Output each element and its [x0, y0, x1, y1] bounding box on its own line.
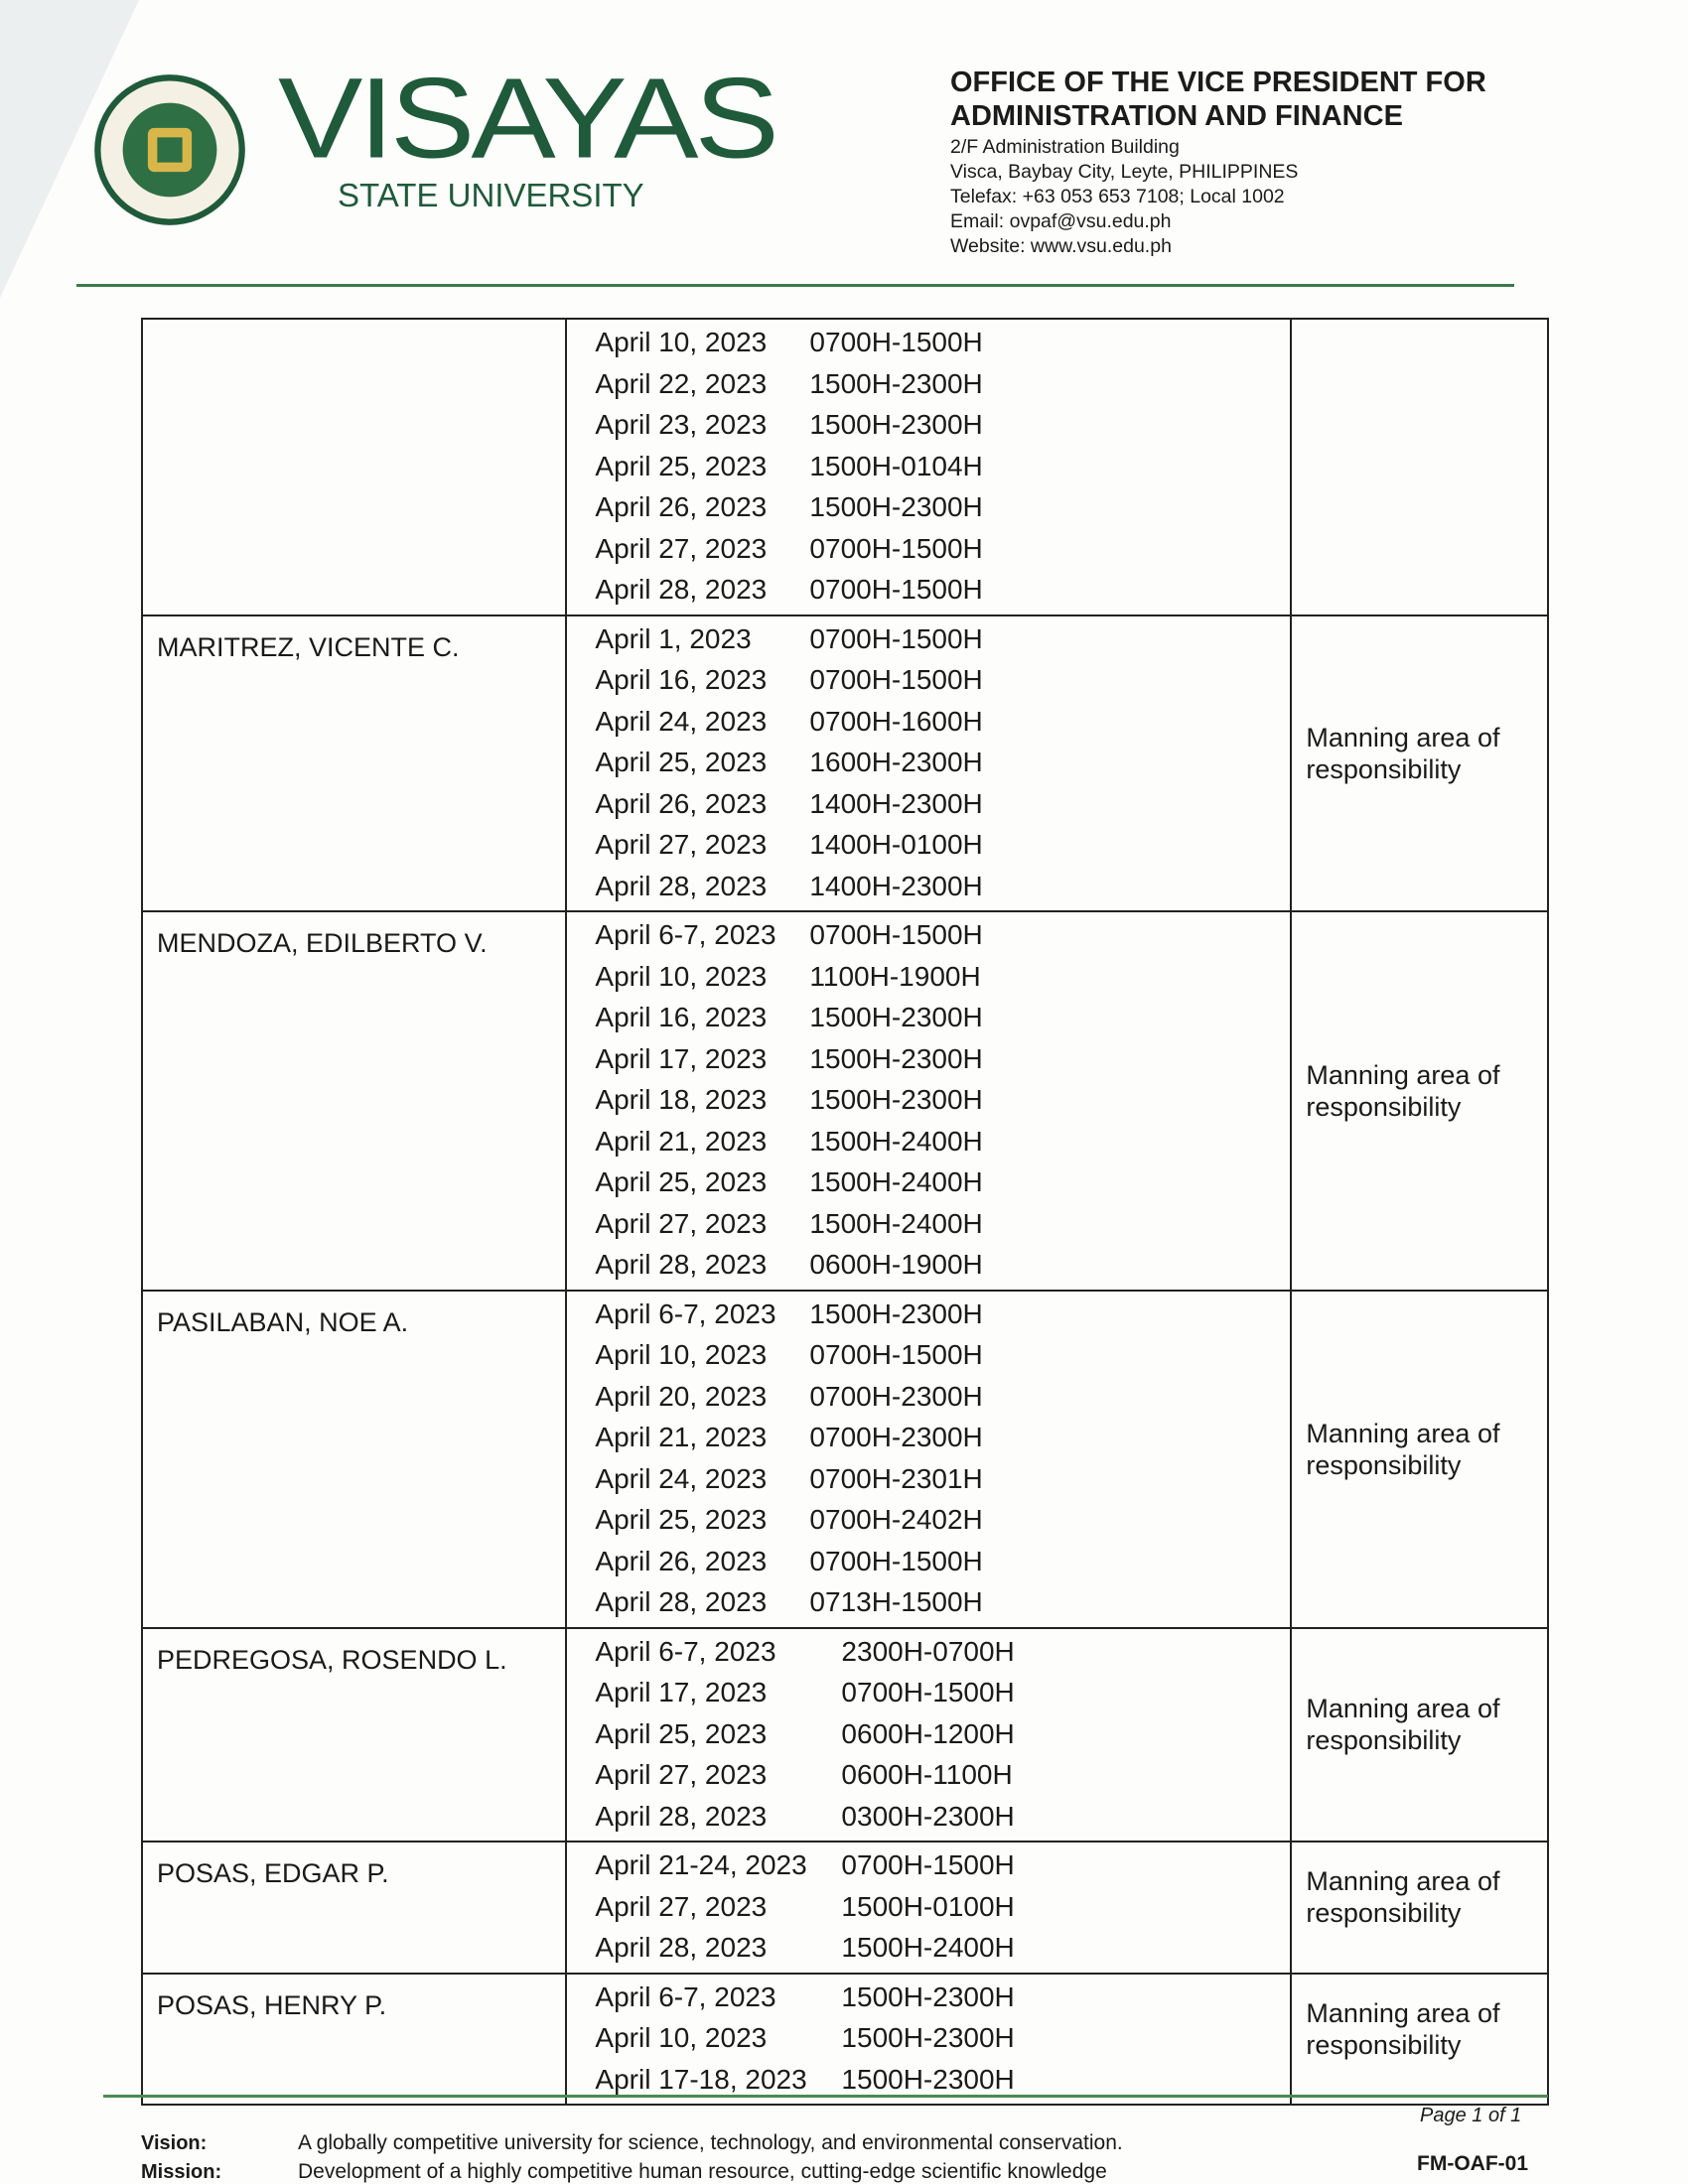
duty-date: April 27, 2023 — [595, 1890, 768, 1922]
schedule-entries — [566, 1974, 1291, 2106]
schedule-entry — [567, 486, 1290, 528]
schedule-entry — [567, 742, 1290, 783]
duty-time: 0600H-1900H — [809, 1249, 983, 1280]
schedule-entry — [567, 618, 1290, 660]
schedule-entry — [567, 1121, 1290, 1162]
duty-date: April 6-7, 2023 — [595, 919, 776, 950]
website-line: Website: www.vsu.edu.ph — [950, 235, 1172, 257]
schedule-entry — [567, 1754, 1290, 1796]
duty-date: April 17-18, 2023 — [595, 2063, 807, 2095]
remark: Manning area of responsibility — [1291, 1628, 1548, 1843]
duty-time: 1500H-2400H — [809, 1166, 983, 1197]
duty-date: April 28, 2023 — [595, 1932, 768, 1963]
schedule-entry — [567, 824, 1290, 866]
schedule-entry — [567, 1631, 1290, 1673]
duty-date: April 28, 2023 — [595, 574, 768, 605]
office-title-line1: OFFICE OF THE VICE PRESIDENT FOR — [950, 67, 1486, 98]
brand-subtitle: STATE UNIVERSITY — [338, 177, 644, 213]
schedule-entry — [567, 1672, 1290, 1713]
duty-date: April 28, 2023 — [595, 1249, 768, 1280]
city-line: Visca, Baybay City, Leyte, PHILIPPINES — [950, 161, 1299, 183]
schedule-entry — [567, 1581, 1290, 1623]
duty-date: April 21, 2023 — [595, 1422, 768, 1452]
table-row — [142, 615, 1548, 912]
schedule-entry — [567, 322, 1290, 363]
mission-label: Mission: — [141, 2161, 222, 2183]
duty-time: 1600H-2300H — [809, 747, 983, 777]
employee-name: PEDREGOSA, ROSENDO L. — [142, 1628, 566, 1843]
duty-date: April 24, 2023 — [595, 705, 768, 737]
duty-time: 0700H-1500H — [809, 919, 983, 950]
duty-time: 1500H-0104H — [809, 450, 983, 481]
employee-name: MARITREZ, VICENTE C. — [142, 615, 566, 912]
duty-date: April 21-24, 2023 — [595, 1849, 807, 1880]
schedule-entry — [567, 2017, 1290, 2059]
table-row — [142, 1974, 1548, 2106]
duty-date: April 28, 2023 — [595, 1800, 768, 1832]
duty-time: 1500H-2400H — [841, 1932, 1015, 1963]
duty-time: 1500H-2300H — [841, 1980, 1015, 2012]
duty-date: April 6-7, 2023 — [595, 1297, 776, 1329]
duty-time: 1400H-2300H — [809, 870, 983, 901]
schedule-entry — [567, 783, 1290, 825]
email-line: Email: ovpaf@vsu.edu.ph — [950, 210, 1172, 232]
remark: Manning area of responsibility — [1291, 911, 1548, 1291]
employee-name: POSAS, HENRY P. — [142, 1974, 566, 2106]
schedule-entries — [566, 319, 1291, 615]
duty-date: April 17, 2023 — [595, 1677, 768, 1707]
duty-date: April 28, 2023 — [595, 870, 768, 901]
duty-time: 0300H-2300H — [841, 1800, 1015, 1832]
schedule-entry — [567, 1417, 1290, 1458]
duty-date: April 10, 2023 — [595, 960, 768, 992]
duty-date: April 17, 2023 — [595, 1042, 768, 1074]
duty-time: 1500H-2400H — [809, 1125, 983, 1157]
table-row — [142, 911, 1548, 1291]
duty-time: 0700H-1500H — [809, 664, 983, 695]
schedule-entry — [567, 1038, 1290, 1080]
schedule-entry — [567, 866, 1290, 907]
schedule-entry — [567, 528, 1290, 570]
remark: Manning area of responsibility — [1291, 1842, 1548, 1974]
duty-time: 0713H-1500H — [809, 1586, 983, 1617]
duty-date: April 18, 2023 — [595, 1084, 768, 1115]
duty-time: 1500H-2300H — [809, 367, 983, 399]
schedule-entry — [567, 1079, 1290, 1121]
duty-date: April 25, 2023 — [595, 450, 768, 481]
schedule-entries — [566, 911, 1291, 1291]
duty-date: April 10, 2023 — [595, 2022, 768, 2053]
schedule-entry — [567, 1203, 1290, 1245]
duty-time: 1500H-2300H — [841, 2022, 1015, 2053]
duty-date: April 6-7, 2023 — [595, 1980, 776, 2012]
page-number: Page 1 of 1 — [1420, 2105, 1522, 2126]
duty-date: April 25, 2023 — [595, 1717, 768, 1749]
schedule-entry — [567, 569, 1290, 611]
duty-date: April 27, 2023 — [595, 829, 768, 860]
schedule-entry — [567, 1294, 1290, 1335]
schedule-entry — [567, 1458, 1290, 1500]
remark: Manning area of responsibility — [1291, 1291, 1548, 1628]
duty-date: April 23, 2023 — [595, 409, 768, 440]
duty-time: 0700H-1500H — [809, 532, 983, 564]
duty-time: 1500H-2300H — [809, 491, 983, 522]
employee-name: POSAS, EDGAR P. — [142, 1842, 566, 1974]
duty-time: 0700H-1500H — [841, 1677, 1015, 1707]
mission-text: Development of a highly competitive human resource, cutting-edge scientific knowledge — [298, 2160, 1107, 2183]
schedule-entry — [567, 1334, 1290, 1376]
schedule-entry — [567, 446, 1290, 487]
table-row — [142, 319, 1548, 615]
schedule-entries — [566, 1291, 1291, 1628]
schedule-entry — [567, 2059, 1290, 2101]
duty-time: 1500H-0100H — [841, 1890, 1015, 1922]
office-title-line2: ADMINISTRATION AND FINANCE — [950, 100, 1403, 132]
duty-time: 1100H-1900H — [809, 960, 981, 992]
schedule-entry — [567, 1499, 1290, 1541]
duty-date: April 27, 2023 — [595, 532, 768, 564]
duty-time: 0700H-2301H — [809, 1462, 983, 1494]
duty-time: 0700H-2300H — [809, 1422, 983, 1452]
employee-name: PASILABAN, NOE A. — [142, 1291, 566, 1628]
schedule-entry — [567, 1376, 1290, 1418]
schedule-entry — [567, 1886, 1290, 1928]
duty-time: 2300H-0700H — [841, 1635, 1015, 1667]
contact-info — [950, 135, 1298, 259]
duty-date: April 26, 2023 — [595, 1545, 768, 1576]
duty-date: April 22, 2023 — [595, 367, 768, 399]
address-line: 2/F Administration Building — [950, 136, 1180, 158]
duty-date: April 21, 2023 — [595, 1125, 768, 1157]
duty-time: 0700H-1500H — [809, 622, 983, 654]
duty-date: April 26, 2023 — [595, 787, 768, 819]
duty-date: April 28, 2023 — [595, 1586, 768, 1617]
telefax-line: Telefax: +63 053 653 7108; Local 1002 — [950, 186, 1285, 207]
schedule-entry — [567, 1541, 1290, 1582]
duty-time: 0700H-1500H — [841, 1849, 1015, 1880]
form-code: FM-OAF-01 — [1417, 2152, 1528, 2175]
brand-name: VISAYAS — [278, 54, 775, 183]
vision-label: Vision: — [141, 2132, 208, 2154]
schedule-entry — [567, 1161, 1290, 1203]
duty-date: April 1, 2023 — [595, 622, 752, 654]
table-row — [142, 1291, 1548, 1628]
duty-time: 1400H-2300H — [809, 787, 983, 819]
duty-date: April 20, 2023 — [595, 1380, 768, 1412]
schedule-entry — [567, 701, 1290, 743]
schedule-entry — [567, 914, 1290, 956]
schedule-entry — [567, 1927, 1290, 1969]
schedule-entries — [566, 1842, 1291, 1974]
duty-time: 0600H-1100H — [841, 1759, 1013, 1790]
duty-date: April 27, 2023 — [595, 1207, 768, 1239]
schedule-entries — [566, 1628, 1291, 1843]
duty-time: 0700H-1500H — [809, 327, 983, 357]
schedule-entry — [567, 659, 1290, 701]
header-divider — [76, 284, 1514, 287]
footer-divider — [103, 2095, 1548, 2098]
duty-time: 0700H-1500H — [809, 1545, 983, 1576]
schedule-entries — [566, 615, 1291, 912]
duty-time: 1500H-2300H — [809, 409, 983, 440]
remark: Manning area of responsibility — [1291, 1974, 1548, 2106]
duty-time: 0700H-1500H — [809, 574, 983, 605]
duty-date: April 25, 2023 — [595, 747, 768, 777]
office-title — [950, 66, 1486, 133]
duty-time: 1500H-2300H — [809, 1297, 983, 1329]
duty-time: 0700H-2402H — [809, 1504, 983, 1535]
duty-time: 1500H-2400H — [809, 1207, 983, 1239]
schedule-entry — [567, 1844, 1290, 1886]
vision-text: A globally competitive university for science, technology, and environmental conservation. — [298, 2131, 1123, 2154]
schedule-entry — [567, 404, 1290, 446]
schedule-entry — [567, 1244, 1290, 1286]
schedule-entry — [567, 1713, 1290, 1755]
duty-date: April 10, 2023 — [595, 327, 768, 357]
table-row — [142, 1628, 1548, 1843]
employee-name — [142, 319, 566, 615]
schedule-entry — [567, 1796, 1290, 1838]
duty-date: April 26, 2023 — [595, 491, 768, 522]
duty-date: April 25, 2023 — [595, 1166, 768, 1197]
duty-date: April 24, 2023 — [595, 1462, 768, 1494]
schedule-entry — [567, 1977, 1290, 2018]
employee-name: MENDOZA, EDILBERTO V. — [142, 911, 566, 1291]
schedule-entry — [567, 956, 1290, 998]
duty-time: 1500H-2300H — [809, 1042, 983, 1074]
university-seal-logo — [91, 71, 248, 228]
table-row — [142, 1842, 1548, 1974]
remark: Manning area of responsibility — [1291, 615, 1548, 912]
duty-date: April 27, 2023 — [595, 1759, 768, 1790]
schedule-entry — [567, 363, 1290, 405]
schedule-table — [141, 318, 1549, 2106]
duty-time: 1500H-2300H — [841, 2063, 1015, 2095]
remark — [1291, 319, 1548, 615]
duty-time: 0700H-1600H — [809, 705, 983, 737]
duty-time: 1500H-2300H — [809, 1084, 983, 1115]
duty-date: April 16, 2023 — [595, 664, 768, 695]
duty-date: April 10, 2023 — [595, 1339, 768, 1370]
duty-time: 0700H-2300H — [809, 1380, 983, 1412]
duty-time: 0700H-1500H — [809, 1339, 983, 1370]
duty-time: 0600H-1200H — [841, 1717, 1015, 1749]
duty-date: April 16, 2023 — [595, 1002, 768, 1032]
duty-date: April 6-7, 2023 — [595, 1635, 776, 1667]
duty-time: 1400H-0100H — [809, 829, 983, 860]
schedule-entry — [567, 997, 1290, 1038]
duty-date: April 25, 2023 — [595, 1504, 768, 1535]
duty-time: 1500H-2300H — [809, 1002, 983, 1032]
